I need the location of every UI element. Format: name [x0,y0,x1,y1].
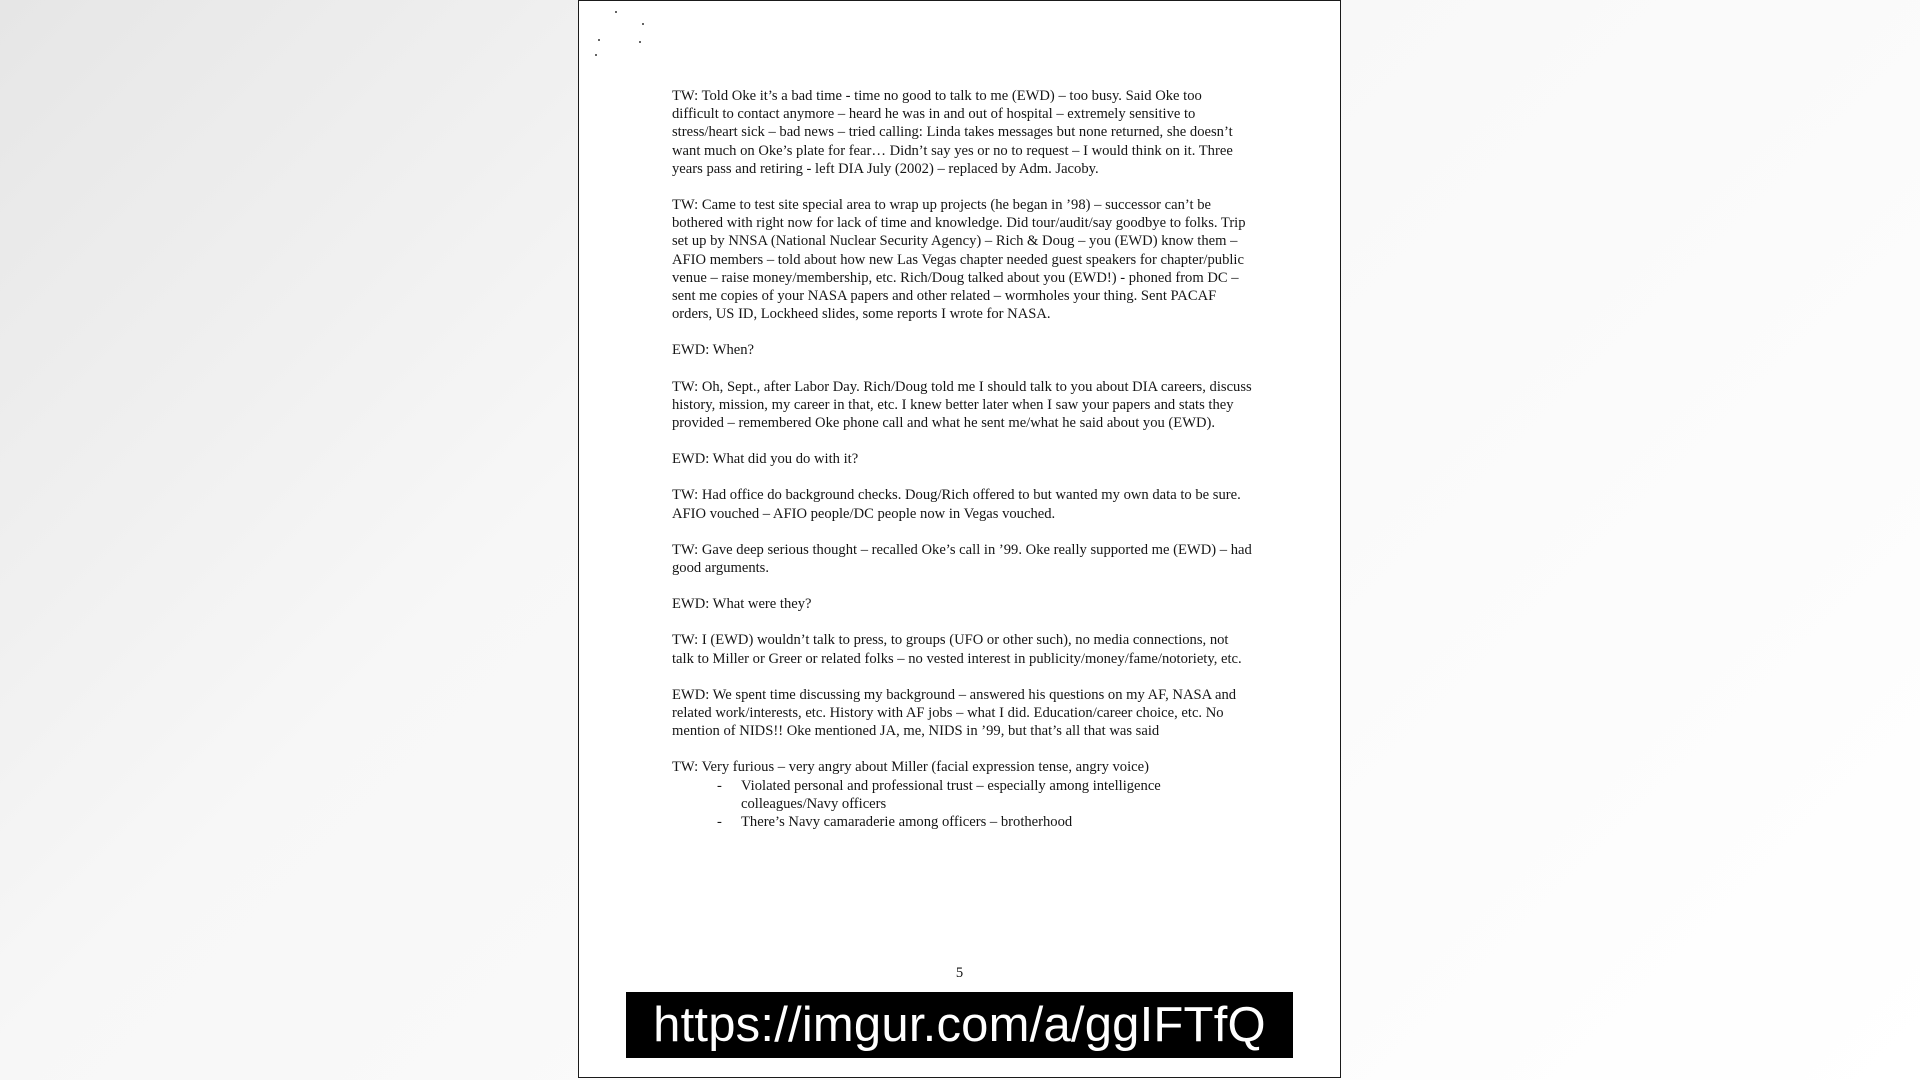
paragraph: TW: Very furious – very angry about Miller (facial expression tense, angry voice) [672,759,1149,776]
scan-speck [598,39,600,41]
paragraph: EWD: When? [672,342,754,359]
bullet-item [717,813,1252,831]
bullet-text: Violated personal and professional trust – especially among intelligence colleagues/Navy officers [741,777,1161,812]
url-banner: https://imgur.com/a/ggIFTfQ [626,992,1293,1058]
paragraph: TW: Gave deep serious thought – recalled Oke’s call in ’99. Oke really supported me (EWD) – had good arguments. [672,541,1252,577]
bullet-item [717,777,1252,813]
document-body [672,87,1252,831]
bullet-list [672,777,1252,832]
paragraph: TW: Had office do background checks. Doug/Rich offered to but wanted my own data to be sure. AFIO vouched – AFIO people/DC people now in Vegas vouched. [672,487,1241,522]
paragraph: TW: Oh, Sept., after Labor Day. Rich/Doug told me I should talk to you about DIA careers, discuss history, mission, my career in that, etc. I knew better later when I saw your papers and stats they provided – remembered Oke phone call and what he sent me/what he said about you (EWD). [672,378,1252,432]
scan-speck [615,11,617,13]
paragraph: EWD: We spent time discussing my background – answered his questions on my AF, NASA and related work/interests, etc. History with AF jobs – what I did. Education/career choice, etc. No mention of NIDS!! Oke mentioned JA, me, NIDS in ’99, but that’s all that was said [672,686,1237,740]
scan-speck [642,23,644,25]
paragraph: TW: Came to test site special area to wrap up projects (he began in ’98) – successor can’t be bothered with right now for lack of time and knowledge. Did tour/audit/say goodbye to folks. Trip set up by NNSA (National Nuclear Security Agency) – Rich & Doug – you (EWD) know them – AFIO members – told about how new Las Vegas chapter needed guest speakers for chapter/public venue – raise money/membership, etc. Rich/Doug talked about you (EWD!) - phoned from DC – sent me copies of your NASA papers and other related – wormholes your thing. Sent PACAF orders, US ID, Lockheed slides, some reports I wrote for NASA. [672,197,1246,323]
bullet-marker: - [717,777,722,794]
paragraph: TW: Told Oke it’s a bad time - time no good to talk to me (EWD) – too busy. Said Oke too difficult to contact anymore – heard he was in and out of hospital – extremely sensitive to stress/heart sick – bad news – tried calling: Linda takes messages but none returned, she doesn’t want much on Oke’s plate for fear… Didn’t say yes or no to request – I would think on it. Three years pass and retiring - left DIA July (2002) – replaced by Adm. Jacoby. [672,88,1233,177]
scan-speck [639,41,641,43]
bullet-text: There’s Navy camaraderie among officers – brotherhood [741,814,1073,831]
paragraph: EWD: What did you do with it? [672,451,859,468]
paragraph: EWD: What were they? [672,596,812,613]
bullet-marker: - [717,814,722,831]
paragraph: TW: I (EWD) wouldn’t talk to press, to groups (UFO or other such), no media connections, not talk to Miller or Greer or related folks – no vested interest in publicity/money/fame/notoriety, etc. [672,632,1242,667]
page-number: 5 [955,965,964,981]
document-page [578,0,1341,1078]
scan-speck [595,54,597,56]
